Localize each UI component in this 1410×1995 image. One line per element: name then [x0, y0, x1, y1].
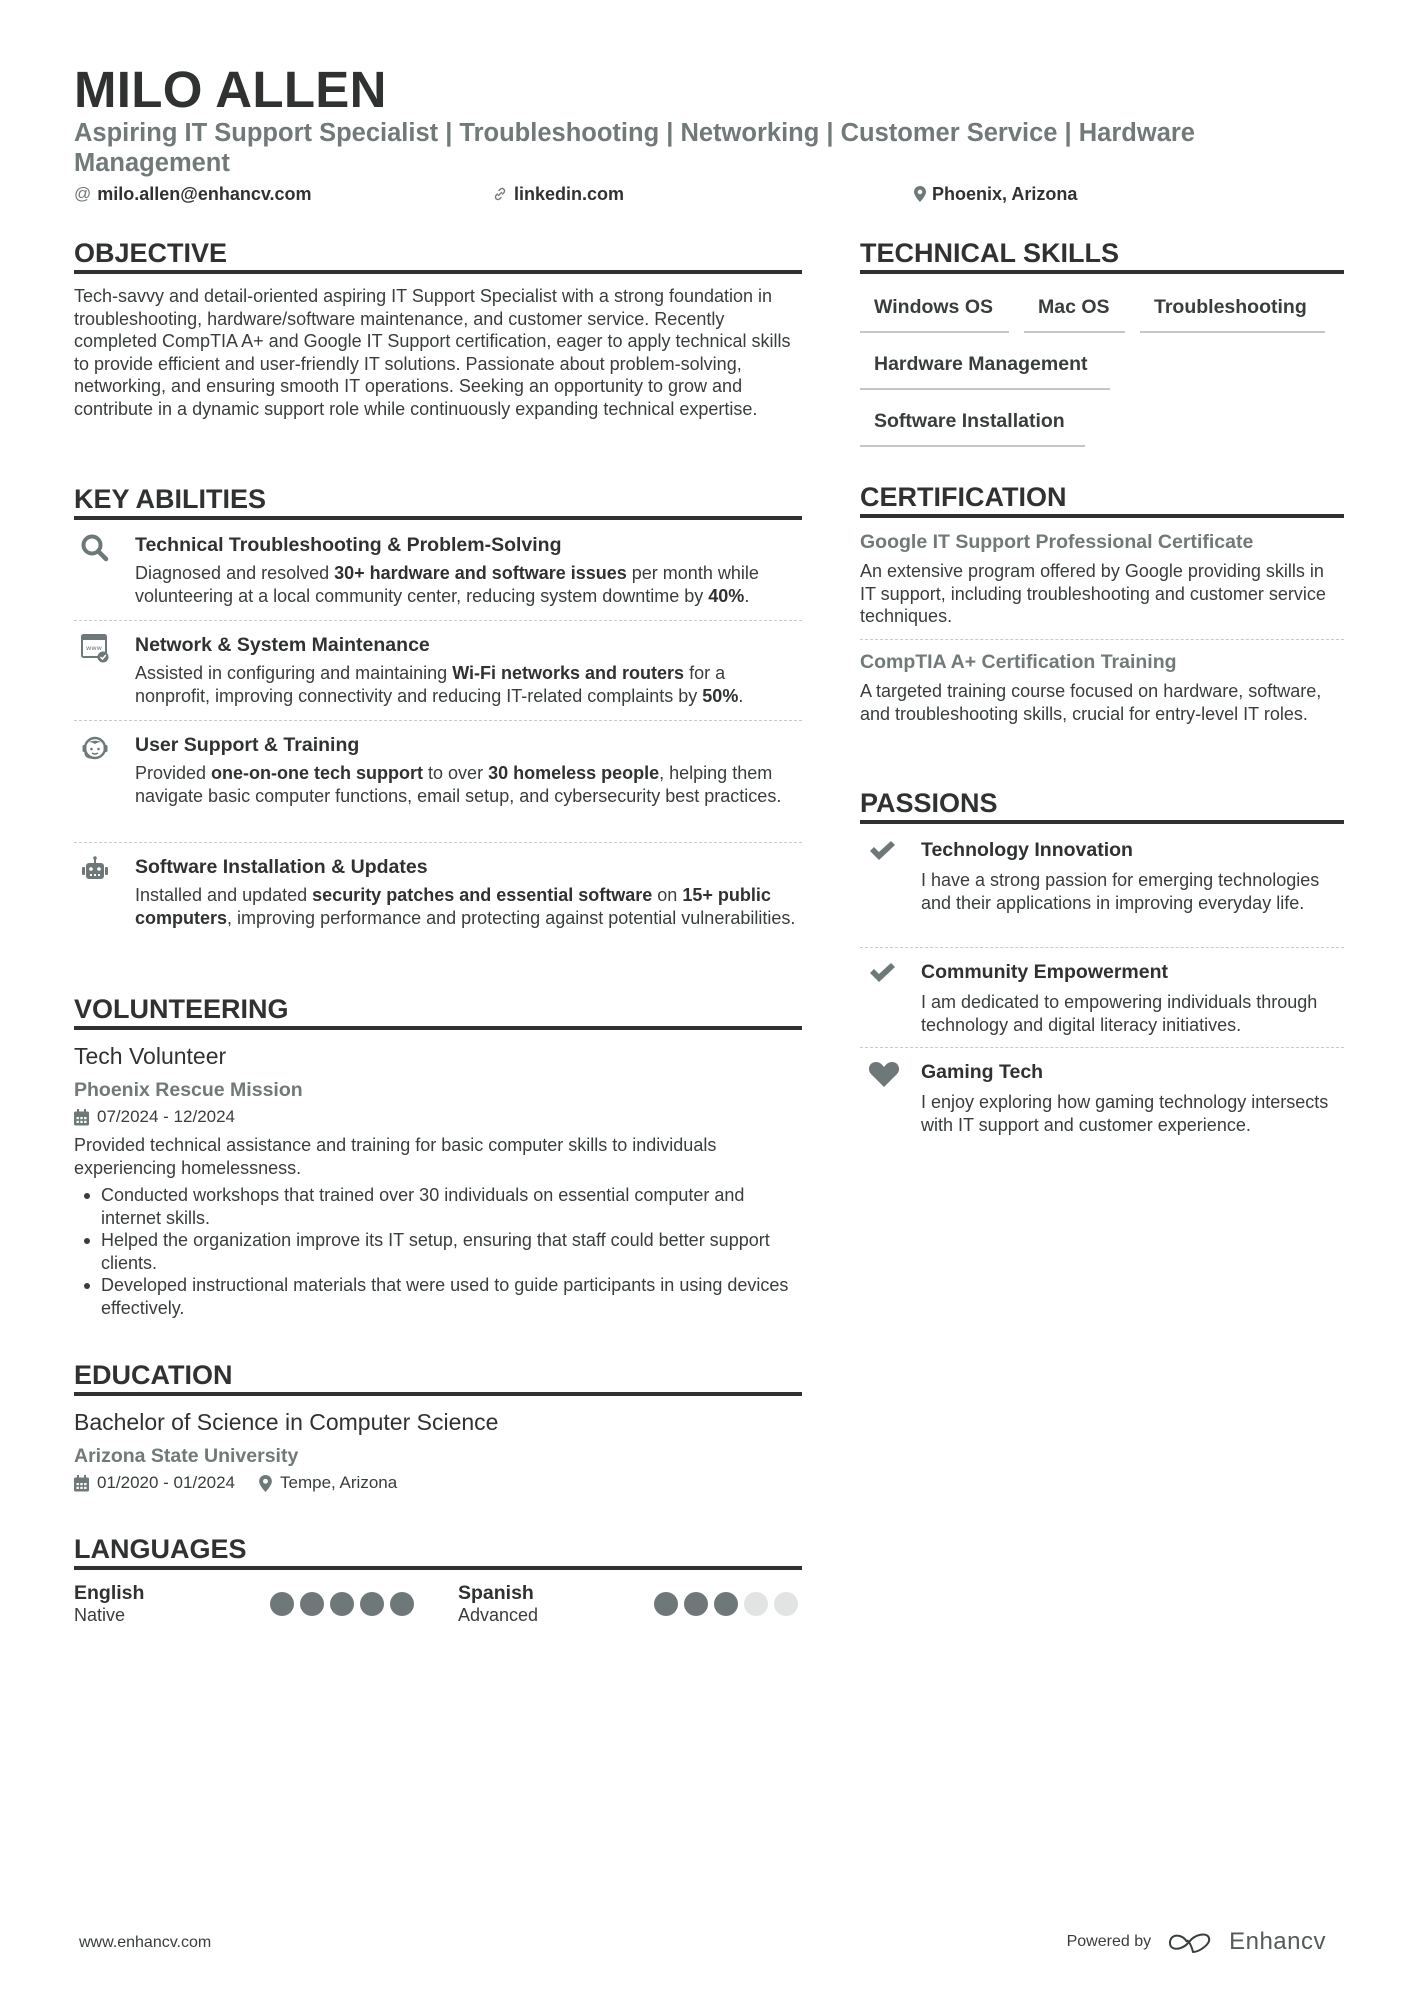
- skill-chip: Windows OS: [860, 295, 1009, 333]
- certification-title: Google IT Support Professional Certificate: [860, 531, 1254, 553]
- email-text: milo.allen@enhancv.com: [97, 184, 312, 204]
- section-rule: [74, 1392, 802, 1396]
- section-title-technical-skills: TECHNICAL SKILLS: [860, 238, 1120, 268]
- rating-dot-filled: [360, 1592, 384, 1616]
- language-level: Native: [74, 1605, 126, 1625]
- enhancv-logo-icon: [1167, 1930, 1213, 1954]
- section-title-objective: OBJECTIVE: [74, 238, 228, 268]
- section-rule: [860, 514, 1344, 518]
- skill-chip: Troubleshooting: [1140, 295, 1325, 333]
- rating-dot-filled: [714, 1592, 738, 1616]
- language-item: [458, 1582, 538, 1626]
- candidate-name: MILO ALLEN: [74, 61, 387, 118]
- certification-description: An extensive program offered by Google providing skills in IT support, including troubleshooting and customer service techniques.: [860, 561, 1326, 627]
- skill-chip: Hardware Management: [860, 352, 1110, 390]
- svg-text:www: www: [86, 644, 102, 652]
- date-range-text: 01/2020 - 01/2024: [97, 1473, 236, 1492]
- volunteer-organization: Phoenix Rescue Mission: [74, 1079, 303, 1101]
- section-title-education: EDUCATION: [74, 1360, 233, 1390]
- volunteer-description: Provided technical assistance and training for basic computer skills to individuals experiencing homelessness.: [74, 1135, 717, 1178]
- section-title-volunteering: VOLUNTEERING: [74, 994, 289, 1024]
- browser-www-icon: [80, 633, 110, 663]
- rating-dot-filled: [390, 1592, 414, 1616]
- passion-title: Technology Innovation: [921, 839, 1133, 861]
- location-pin-icon: [914, 186, 926, 202]
- ability-item: [74, 633, 802, 718]
- volunteer-dates: [74, 1106, 235, 1128]
- rating-dot-empty: [744, 1592, 768, 1616]
- ability-item: [74, 733, 802, 838]
- robot-icon: [80, 855, 110, 885]
- language-rating: [270, 1592, 414, 1616]
- rating-dot-filled: [330, 1592, 354, 1616]
- volunteer-role: Tech Volunteer: [74, 1043, 227, 1069]
- ability-title: User Support & Training: [135, 734, 360, 756]
- brand-name: Enhancv: [1229, 1928, 1326, 1955]
- passion-description: I am dedicated to empowering individuals through technology and digital literacy initiatives.: [921, 992, 1318, 1035]
- language-rating: [654, 1592, 798, 1616]
- checkmark-icon: [868, 960, 898, 986]
- rating-dot-filled: [684, 1592, 708, 1616]
- certification-title: CompTIA A+ Certification Training: [860, 651, 1177, 673]
- section-rule: [74, 516, 802, 520]
- section-title-key-abilities: KEY ABILITIES: [74, 484, 267, 514]
- education-meta: [74, 1472, 397, 1494]
- rating-dot-filled: [654, 1592, 678, 1616]
- certification-description: A targeted training course focused on hardware, software, and troubleshooting skills, crucial for entry-level IT roles.: [860, 681, 1322, 724]
- section-title-languages: LANGUAGES: [74, 1534, 247, 1564]
- section-rule: [860, 820, 1344, 824]
- calendar-icon: [74, 1475, 89, 1492]
- bullet-item: Helped the organization improve its IT setup, ensuring that staff could better support clients.: [74, 1229, 802, 1274]
- candidate-headline: Aspiring IT Support Specialist | Troubleshooting | Networking | Customer Service | Hardware Management: [74, 119, 1195, 177]
- checkmark-icon: [868, 838, 898, 864]
- location-pin-icon: [259, 1475, 272, 1492]
- linkedin-text: linkedin.com: [514, 184, 625, 204]
- ability-title: Network & System Maintenance: [135, 634, 430, 656]
- language-item: [74, 1582, 144, 1626]
- date-range-text: 07/2024 - 12/2024: [97, 1107, 236, 1126]
- headset-support-icon: [80, 733, 110, 763]
- bullet-item: Conducted workshops that trained over 30 individuals on essential computer and internet skills.: [74, 1184, 802, 1229]
- passion-description: I enjoy exploring how gaming technology intersects with IT support and customer experience.: [921, 1092, 1329, 1135]
- powered-by-text: Powered by: [1066, 1933, 1152, 1950]
- ability-item: [74, 533, 802, 618]
- section-title-certification: CERTIFICATION: [860, 482, 1067, 512]
- section-title-passions: PASSIONS: [860, 788, 998, 818]
- section-rule: [74, 1026, 802, 1030]
- location-text: Phoenix, Arizona: [932, 184, 1078, 204]
- calendar-icon: [74, 1109, 89, 1126]
- ability-description: Diagnosed and resolved 30+ hardware and software issues per month while volunteering at a local community center, reducing system downtime by 40%.: [135, 563, 759, 606]
- location-text: Tempe, Arizona: [280, 1473, 398, 1492]
- rating-dot-empty: [774, 1592, 798, 1616]
- objective-text: Tech-savvy and detail-oriented aspiring IT Support Specialist with a strong foundation in troubleshooting, hardware/software maintenance, and customer service. Recently completed CompTIA A+ and Google IT Support certification, eager to apply technical skills to provide efficient and user-friendly IT solutions. Passionate about problem-solving, networking, and ensuring smooth IT operations. Seeking an opportunity to grow and contribute in a dynamic support role while continuously expanding technical expertise.: [74, 286, 791, 419]
- footer-branding: [1067, 1928, 1326, 1956]
- ability-description: Installed and updated security patches and essential software on 15+ public computers, improving performance and protecting against potential vulnerabilities.: [135, 885, 796, 928]
- divider: [860, 947, 1344, 948]
- passion-title: Gaming Tech: [921, 1061, 1044, 1083]
- school-name: Arizona State University: [74, 1445, 299, 1467]
- link-icon: [492, 186, 508, 202]
- passion-description: I have a strong passion for emerging technologies and their applications in improving everyday life.: [921, 870, 1320, 913]
- rating-dot-filled: [270, 1592, 294, 1616]
- divider: [860, 1047, 1344, 1048]
- language-name: English: [74, 1582, 145, 1604]
- language-name: Spanish: [458, 1582, 534, 1604]
- rating-dot-filled: [300, 1592, 324, 1616]
- divider: [860, 639, 1344, 640]
- contact-location: [914, 183, 1077, 205]
- contact-linkedin[interactable]: [492, 183, 624, 205]
- ability-description: Assisted in configuring and maintaining Wi-Fi networks and routers for a nonprofit, improving connectivity and reducing IT-related complaints by 50%.: [135, 663, 744, 706]
- footer-website-link[interactable]: www.enhancv.com: [79, 1934, 212, 1951]
- divider: [74, 620, 802, 621]
- skill-chip: Mac OS: [1024, 295, 1125, 333]
- ability-title: Software Installation & Updates: [135, 856, 428, 878]
- heart-icon: [868, 1060, 898, 1086]
- skill-chip: Software Installation: [860, 409, 1085, 447]
- contact-email[interactable]: [74, 183, 312, 205]
- volunteer-bullets: [74, 1184, 802, 1320]
- ability-title: Technical Troubleshooting & Problem-Solving: [135, 534, 562, 556]
- section-rule: [74, 1566, 802, 1570]
- language-level: Advanced: [458, 1605, 539, 1625]
- divider: [74, 842, 802, 843]
- section-rule: [74, 270, 802, 274]
- divider: [74, 720, 802, 721]
- degree-title: Bachelor of Science in Computer Science: [74, 1409, 499, 1435]
- passion-title: Community Empowerment: [921, 961, 1169, 983]
- ability-item: [74, 855, 802, 960]
- section-rule: [860, 270, 1344, 274]
- search-icon: [80, 533, 110, 563]
- bullet-item: Developed instructional materials that were used to guide participants in using devices effectively.: [74, 1274, 802, 1319]
- ability-description: Provided one-on-one tech support to over 30 homeless people, helping them navigate basic computer functions, email setup, and cybersecurity best practices.: [135, 763, 782, 806]
- at-icon: @: [74, 184, 92, 203]
